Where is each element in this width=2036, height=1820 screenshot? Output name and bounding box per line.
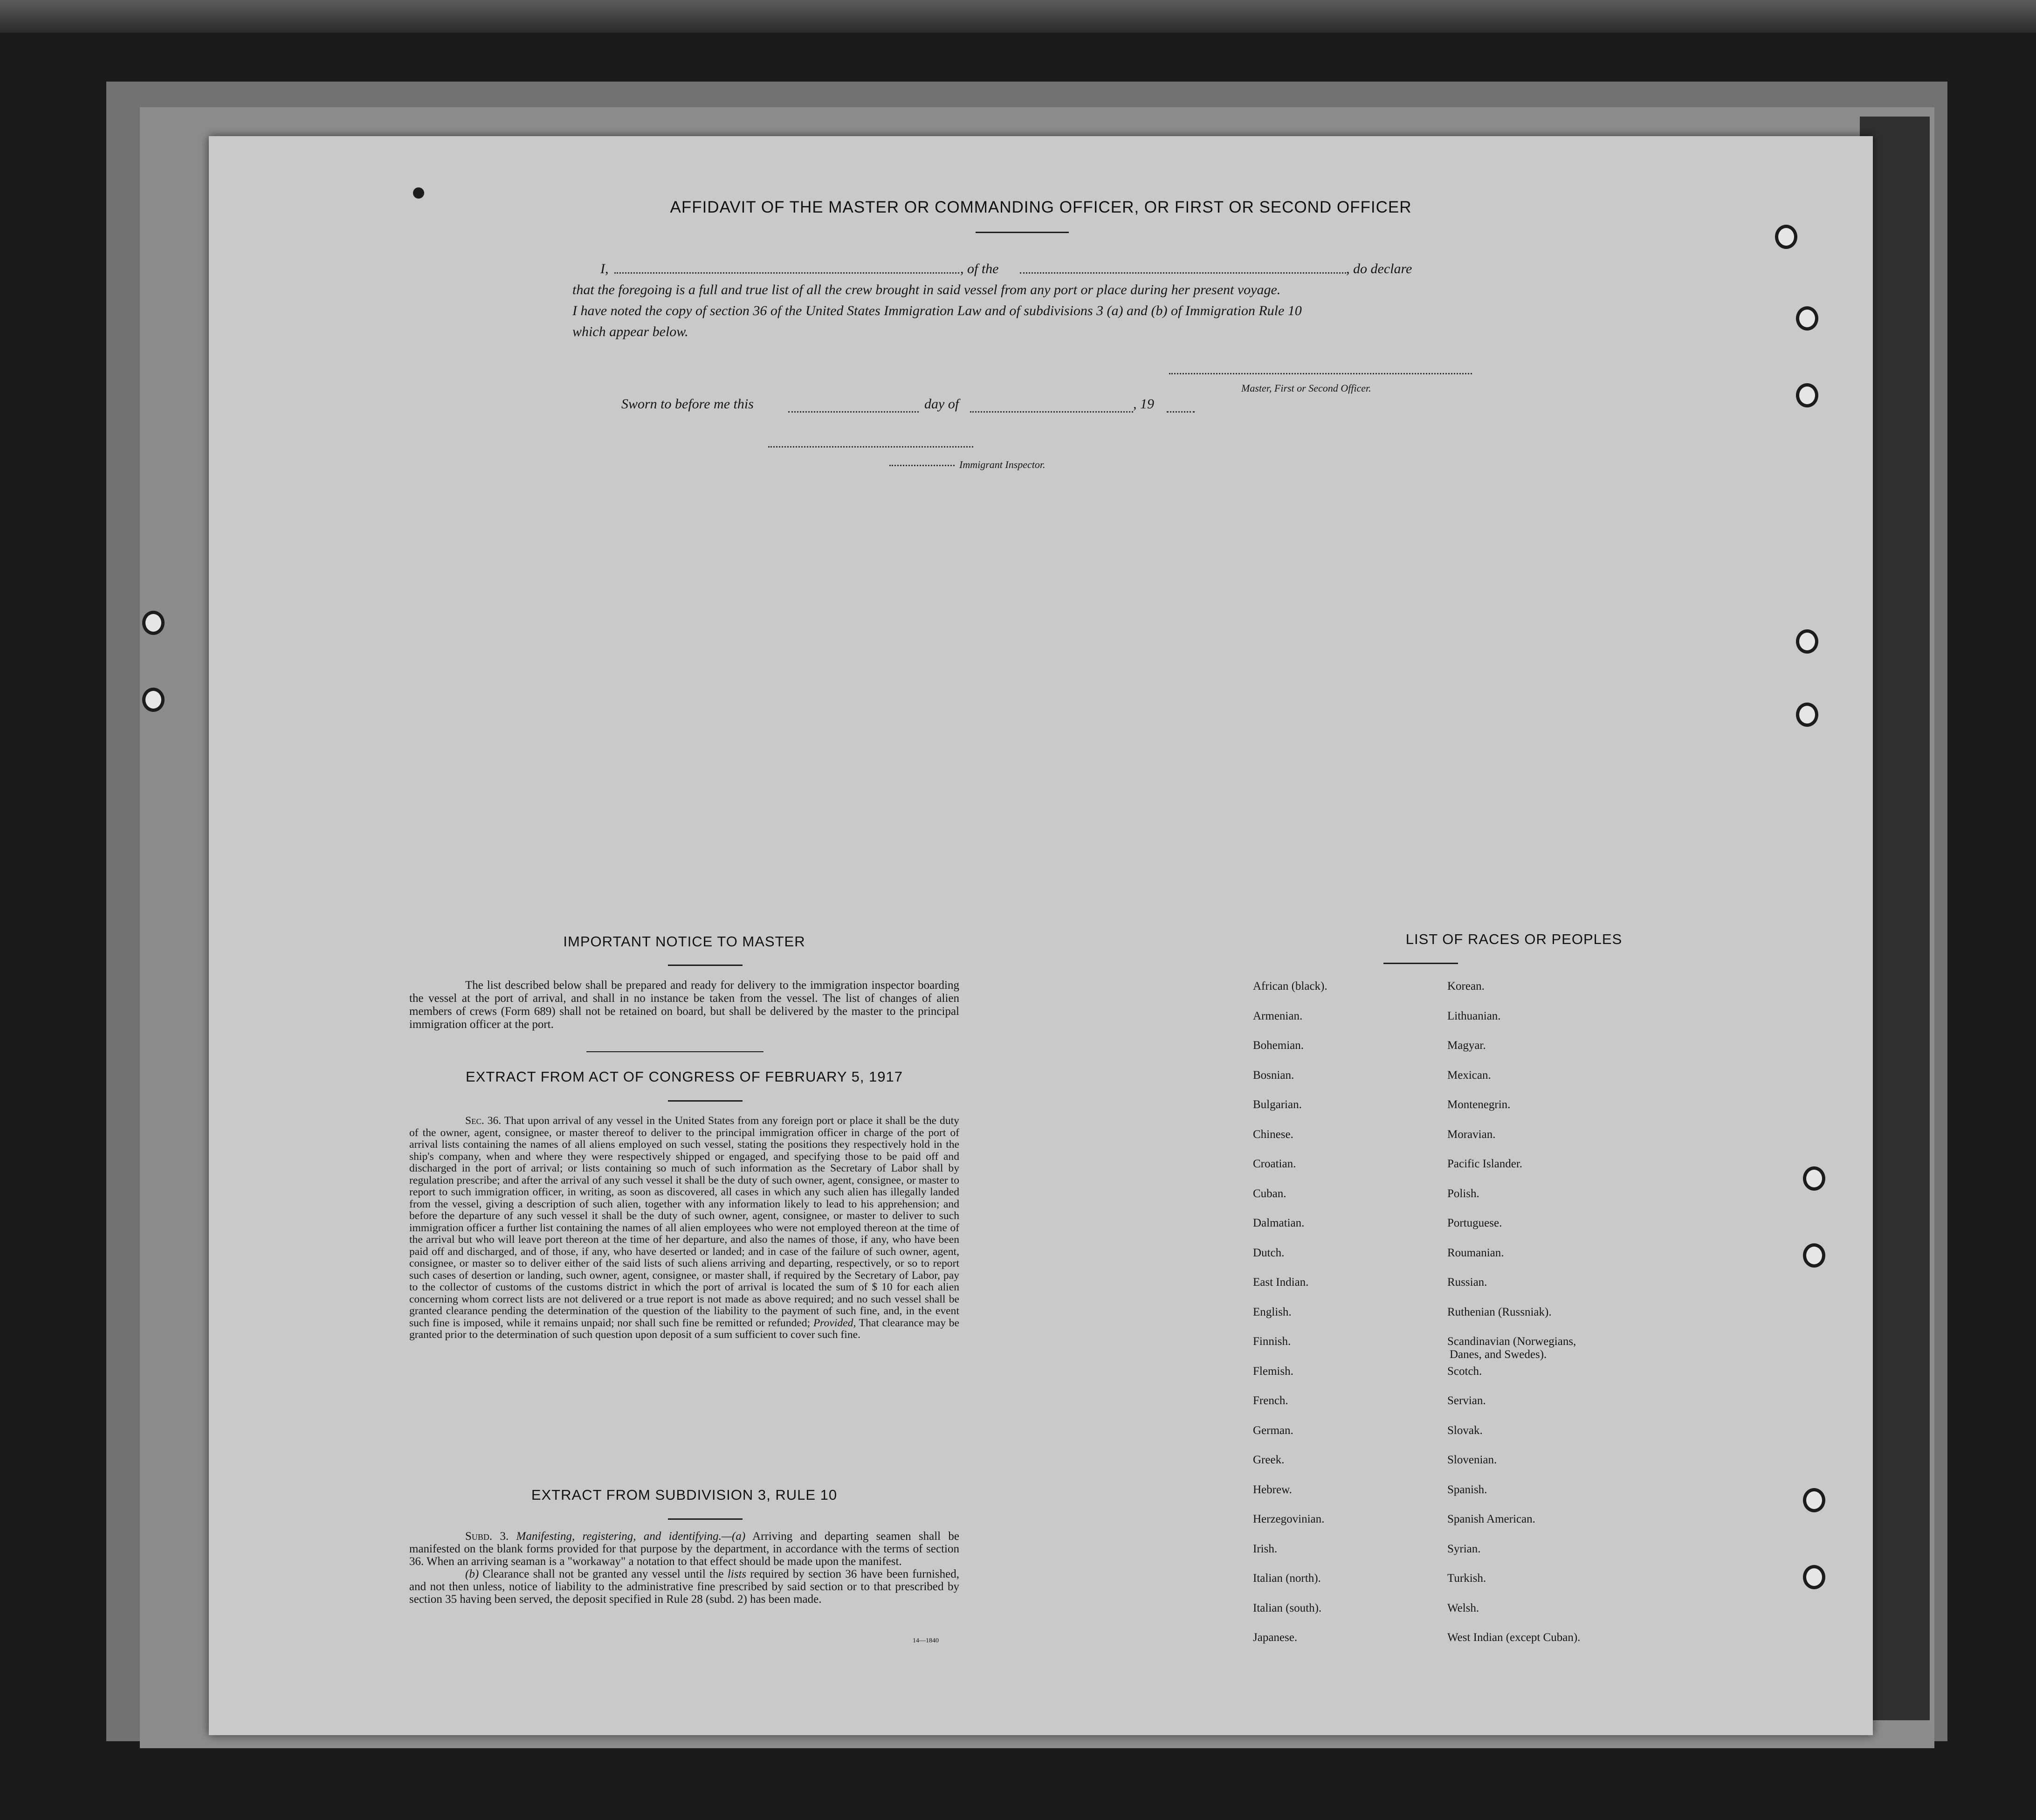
year-prefix: , 19 [1133, 396, 1154, 412]
affidavit-line-2: that the foregoing is a full and true list of all the crew brought in said vessel from any port or place during her present voyage. [572, 282, 1281, 297]
binder-hole [1803, 1243, 1825, 1268]
race-item: Lithuanian. [1447, 1009, 1501, 1022]
race-item: Italian (north). [1253, 1572, 1321, 1585]
act-underline [668, 1100, 743, 1102]
binder-hole [1803, 1488, 1825, 1512]
scan-border [0, 0, 2036, 33]
subd-b-text-2: required by section 36 have been furnished, and not then unless, notice of liability to the administrative fine prescribed by said section or to that prescribed by section 35 having been served, the deposit specified in Rule 28 (subd. 2) has been made. [409, 1568, 959, 1606]
race-item: Montenegrin. [1447, 1098, 1511, 1111]
rule-extract-text [409, 1530, 959, 1606]
race-item: East Indian. [1253, 1276, 1309, 1289]
race-item: Bosnian. [1253, 1069, 1294, 1082]
race-item: Spanish American. [1447, 1513, 1535, 1525]
subd-a-paragraph [409, 1530, 959, 1568]
sworn-text: Sworn to before me this [621, 396, 754, 412]
act-extract-text [409, 1115, 959, 1341]
race-item: Chinese. [1253, 1128, 1293, 1141]
notice-divider [586, 1051, 764, 1052]
notice-title: IMPORTANT NOTICE TO MASTER [563, 933, 805, 950]
notice-underline [668, 965, 743, 966]
race-item: Magyar. [1447, 1039, 1486, 1052]
signature-label: Master, First or Second Officer. [1241, 382, 1371, 394]
race-item: Scotch. [1447, 1365, 1482, 1378]
sec36-end: That clearance may be granted prior to the determination of such question upon deposit of a sum sufficient to cover such fine. [409, 1317, 959, 1341]
race-item: Italian (south). [1253, 1601, 1322, 1614]
notice-text [409, 979, 959, 1031]
race-item: Turkish. [1447, 1572, 1486, 1585]
race-item: Welsh. [1447, 1601, 1479, 1614]
sec-label: Sec. 36. [465, 1115, 502, 1127]
race-item: Polish. [1447, 1187, 1479, 1200]
provided-label: Provided, [813, 1317, 856, 1329]
binder-hole [1803, 1565, 1825, 1589]
subd-label: Subd. 3. [465, 1530, 509, 1543]
binder-hole [142, 688, 165, 712]
signature-blank[interactable] [1169, 373, 1472, 374]
form-number: 14—1840 [913, 1637, 939, 1644]
month-blank[interactable] [970, 411, 1133, 413]
affidavit-i: I, [600, 261, 609, 276]
binder-hole [1796, 629, 1818, 654]
subd-b-text-1: Clearance shall not be granted any vessel until the [482, 1568, 724, 1580]
binder-hole [1796, 383, 1818, 407]
race-item: Moravian. [1447, 1128, 1496, 1141]
race-item: English. [1253, 1305, 1292, 1318]
title-underline [976, 232, 1069, 233]
race-item: Roumanian. [1447, 1246, 1504, 1259]
lists-word: lists [727, 1568, 747, 1580]
subd-b-paragraph [409, 1568, 959, 1606]
race-item: Bulgarian. [1253, 1098, 1302, 1111]
affidavit-do-declare: , do declare [1346, 261, 1412, 276]
race-item: Mexican. [1447, 1069, 1491, 1082]
race-item-continuation: Danes, and Swedes). [1450, 1348, 1547, 1361]
race-item: Greek. [1253, 1454, 1285, 1466]
races-underline [1383, 963, 1458, 964]
race-item: Herzegovinian. [1253, 1513, 1325, 1525]
race-item: Korean. [1447, 980, 1485, 993]
b-label: (b) [465, 1568, 479, 1580]
rule-extract-title: EXTRACT FROM SUBDIVISION 3, RULE 10 [531, 1487, 838, 1503]
subd-heading: Manifesting, registering, and identifying.—(a) [516, 1530, 746, 1543]
race-item: Dutch. [1253, 1246, 1285, 1259]
binder-hole [1775, 225, 1797, 249]
race-item: Irish. [1253, 1542, 1278, 1555]
sec36-paragraph [409, 1115, 959, 1341]
race-item: Slovenian. [1447, 1454, 1497, 1466]
race-item: Finnish. [1253, 1335, 1291, 1348]
race-item: African (black). [1253, 980, 1328, 993]
binder-hole [1803, 1166, 1825, 1191]
affidavit-page [209, 136, 1873, 1735]
race-item: Ruthenian (Russniak). [1447, 1305, 1552, 1318]
race-item: Russian. [1447, 1276, 1487, 1289]
race-item: Scandinavian (Norwegians, [1447, 1335, 1576, 1348]
inspector-blank[interactable] [768, 446, 973, 448]
act-extract-title: EXTRACT FROM ACT OF CONGRESS OF FEBRUARY 5, 1917 [465, 1069, 903, 1085]
race-item: Armenian. [1253, 1009, 1303, 1022]
race-item: Servian. [1447, 1394, 1486, 1407]
affidavit-title: AFFIDAVIT OF THE MASTER OR COMMANDING OFFICER, OR FIRST OR SECOND OFFICER [670, 198, 1412, 216]
race-item: Dalmatian. [1253, 1217, 1305, 1229]
race-item: Hebrew. [1253, 1483, 1292, 1496]
sec36-body: That upon arrival of any vessel in the United States from any foreign port or place it shall be the duty of the owner, agent, consignee, or master thereof to deliver to the principal immigration officer in charge of the port of arrival lists containing the names of all aliens employed on such vessel, stating the positions they respectively hold in the ship's company, when and where they were respectively shipped or engaged, and specifying those to be paid off and discharged in the port of arrival; or lists containing so much of such information as the Secretary of Labor shall by regulation prescribe; and after the arrival of any such vessel it shall be the duty of such owner, agent, consignee, or master to report to such immigration officer, in writing, as soon as discovered, all cases in which any such alien has illegally landed from the vessel, giving a description of such alien, together with any information likely to lead to his apprehension; and before the departure of any such vessel it shall be the duty of such owner, agent, consignee, or master to deliver to such immigration officer a further list containing the names of all alien employees who were not employed thereon at the time of the arrival but who will leave port thereon at the time of her departure, and also the names of those, if any, who have been paid off and discharged, and of those, if any, who have deserted or landed; and in case of the failure of such owner, agent, consignee, or master so to deliver either of the said lists of such aliens arriving and departing, respectively, or so to report such cases of desertion or landing, such owner, agent, consignee, or master shall, if required by the Secretary of Labor, pay to the collector of customs of the customs district in which the port of arrival is located the sum of $ 10 for each alien concerning whom correct lists are not delivered or a true report is not made as above required; and no such vessel shall be granted clearance pending the determination of the question of the liability to the payment of such fine, and, in the event such fine is imposed, while it remains unpaid; nor shall such fine be remitted or refunded; [409, 1115, 959, 1329]
races-title: LIST OF RACES OR PEOPLES [1405, 931, 1623, 947]
affidavit-line-1 [572, 258, 1691, 279]
race-item: Pacific Islander. [1447, 1158, 1523, 1170]
race-item: Portuguese. [1447, 1217, 1502, 1229]
inspector-dots [889, 465, 955, 466]
affidavit-line-4: which appear below. [572, 324, 688, 339]
race-item: Slovak. [1447, 1424, 1483, 1437]
race-item: Flemish. [1253, 1365, 1293, 1378]
race-item: West Indian (except Cuban). [1447, 1631, 1581, 1644]
race-item: Bohemian. [1253, 1039, 1304, 1052]
inspector-label: Immigrant Inspector. [959, 459, 1046, 470]
affidavit-of-the: , of the [960, 261, 999, 276]
subd-a-text: Arriving and departing seamen shall be manifested on the blank forms provided for that purpose by the department, in accordance with the terms of section 36. When an arriving seaman is a "workaway" a notation to that effect should be made upon the manifest. [409, 1530, 959, 1568]
race-item: Croatian. [1253, 1158, 1296, 1170]
binder-hole [1796, 703, 1818, 727]
name-blank[interactable] [614, 272, 959, 274]
punch-mark [413, 187, 424, 199]
race-item: Japanese. [1253, 1631, 1298, 1644]
race-item: Syrian. [1447, 1542, 1481, 1555]
notice-paragraph: The list described below shall be prepared and ready for delivery to the immigration inspector boarding the vessel at the port of arrival, and shall in no instance be taken from the vessel. The list of changes of alien members of crews (Form 689) shall not be retained on board, but shall be delivered by the master to the principal immigration officer at the port. [409, 979, 959, 1031]
rule-underline [668, 1518, 743, 1520]
race-item: Spanish. [1447, 1483, 1487, 1496]
binder-hole [142, 611, 165, 635]
race-item: French. [1253, 1394, 1288, 1407]
affidavit-body [572, 258, 1691, 342]
binder-hole [1796, 306, 1818, 331]
race-item: German. [1253, 1424, 1293, 1437]
vessel-blank[interactable] [1020, 272, 1346, 274]
race-item: Cuban. [1253, 1187, 1286, 1200]
day-blank[interactable] [788, 411, 919, 413]
day-of-text: day of [924, 396, 959, 412]
year-blank[interactable] [1167, 411, 1195, 413]
affidavit-line-3: I have noted the copy of section 36 of the United States Immigration Law and of subdivisions 3 (a) and (b) of Immigration Rule 10 [572, 303, 1302, 318]
